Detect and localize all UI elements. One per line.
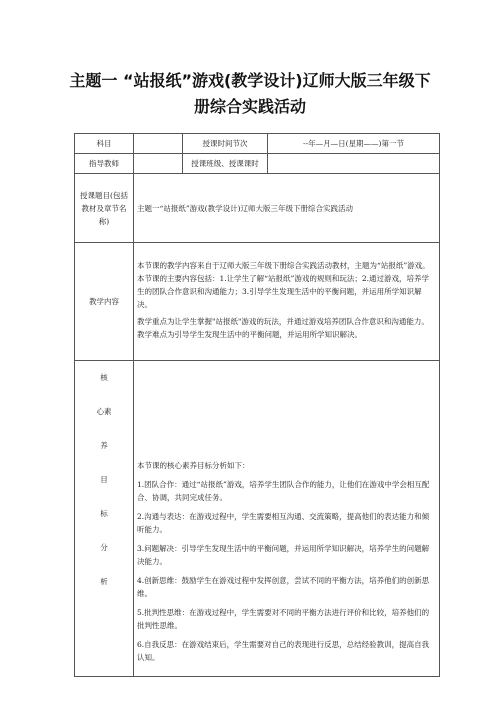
core-item: 6.自我反思：在游戏结束后，学生需要对自己的表现进行反思，总结经验教训，提高自我认知。: [137, 640, 430, 662]
core-intro: 本节课的核心素养目标分析如下：: [137, 461, 250, 470]
lesson-plan-table: [74, 133, 440, 677]
content-paragraph-1: 本节课的教学内容来自于辽师大版三年级下册综合实践活动教材，主题为“站报纸”游戏。本节课的主要内容包括：1.让学生了解“站报纸”游戏的规则和玩法；2.通过游戏，培养学生的团队合作意识和沟通能力；3.引导学生发现生活中的平衡问题，并运用所学知识解决。: [137, 260, 430, 309]
content-paragraph-2: 教学重点为让学生掌握"站报纸"游戏的玩法，并通过游戏培养团队合作意识和沟通能力。教学难点为引导学生发现生活中的平衡问题，并运用所学知识解决。: [137, 316, 429, 339]
core-label-char: 心素: [96, 407, 112, 416]
core-item: 3.问题解决：引导学生发现生活中的平衡问题，并运用所学知识解决，培养学生的问题解决能力。: [137, 544, 430, 566]
core-label: [75, 361, 134, 677]
time-value: --年—月—日(星期——)第一节: [268, 134, 440, 154]
content-label: 教学内容: [75, 243, 134, 361]
teacher-value: [134, 154, 183, 174]
core-item: 1.团队合作：通过“站报纸”游戏，培养学生团队合作的能力，让他们在游戏中学会相互配合、协调，共同完成任务。: [137, 480, 430, 502]
core-label-char: 析: [100, 577, 108, 586]
core-item: 2.沟通与表达：在游戏过程中，学生需要相互沟通、交流策略，提高他们的表达能力和倾听能力。: [137, 512, 430, 534]
row-subject: [75, 134, 440, 154]
core-label-char: 分: [100, 543, 108, 552]
row-teacher: [75, 154, 440, 174]
row-topic: [75, 174, 440, 243]
teacher-label: 指导教师: [75, 154, 134, 174]
title-line-1: 主题一 “站报纸”游戏(教学设计)辽师大版三年级下: [69, 71, 431, 90]
document-title: [60, 68, 440, 120]
class-value: [268, 154, 440, 174]
core-item: 5.批判性思维：在游戏过程中，学生需要对不同的平衡方法进行评价和比较，培养他们的批判性思维。: [137, 608, 430, 630]
core-label-char: 目: [100, 475, 108, 484]
core-content: [134, 361, 440, 677]
core-label-char: 标: [100, 509, 108, 518]
core-item: 4.创新思维：鼓励学生在游戏过程中发挥创意，尝试不同的平衡方法，培养他们的创新思维。: [137, 576, 430, 598]
core-label-char: 养: [100, 441, 108, 450]
topic-value: 主题一“站报纸”游戏(教学设计)辽师大版三年级下册综合实践活动: [134, 174, 440, 243]
class-label: 授课班级、授课课时: [183, 154, 268, 174]
row-content: [75, 243, 440, 361]
topic-label: 授课题目(包括教材及章节名称): [75, 174, 134, 243]
time-label: 授课时间节次: [183, 134, 268, 154]
core-label-char: 核: [100, 373, 108, 382]
subject-label: 科目: [75, 134, 134, 154]
title-line-2: 册综合实践活动: [193, 97, 306, 116]
row-core: [75, 361, 440, 677]
content-cell: [134, 243, 440, 361]
subject-value: [134, 134, 183, 154]
